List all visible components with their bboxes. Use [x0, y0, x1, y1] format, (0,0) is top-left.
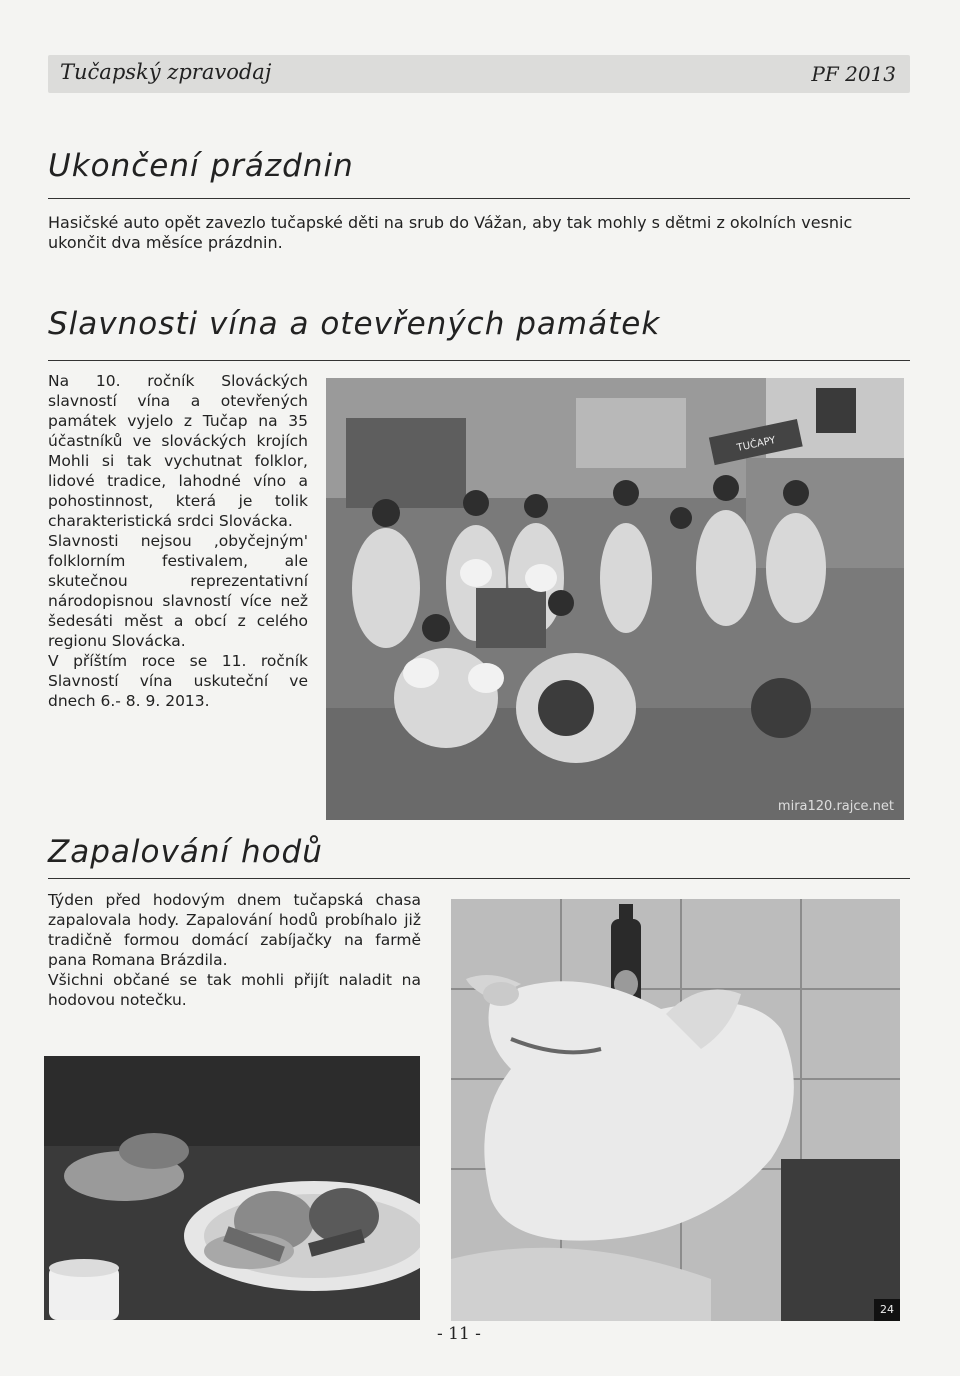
prazdniny-text: Hasičské auto opět zavezlo tučapské děti na srub do Vážan, aby tak mohly s dětmi z okolních vesnic ukončit dva měsíce prázdnin. [48, 213, 853, 252]
pig-head-photo [451, 899, 900, 1321]
banner-text: TUČAPY [736, 435, 777, 454]
section-title-slavnosti: Slavnosti vína a otevřených památek [48, 306, 661, 342]
section-title-prazdniny: Ukončení prázdnin [48, 148, 354, 184]
section-divider [48, 198, 910, 199]
section-divider [48, 878, 910, 879]
hody-text-1: Týden před hodovým dnem tučapská chasa zapalovala hody. Zapalování hodů probíhalo již tradičně formou domácí zabíjačky na farmě pana Romana Brázdila. [48, 891, 421, 969]
slavnosti-text-2: Slavnosti nejsou ,obyčejným' folklorním festivalem, ale skutečnou reprezentativní národopisnou slavností více než šedesáti měst a obcí z celého regionu Slovácka. [48, 532, 308, 650]
slavnosti-text-3: V příštím roce se 11. ročník Slavností vína uskuteční ve dnech 6.- 8. 9. 2013. [48, 652, 308, 710]
section-title-hody: Zapalování hodů [48, 834, 323, 870]
folklore-group-photo [326, 378, 904, 820]
photo-corner-badge: 24 [874, 1299, 900, 1321]
section-divider [48, 360, 910, 361]
newsletter-title: Tučapský zpravodaj [60, 60, 272, 84]
photo-watermark: mira120.rajce.net [777, 799, 894, 814]
issue-label: PF 2013 [811, 62, 896, 86]
hody-text-2: Všichni občané se tak mohli přijít naladit na hodovou notečku. [48, 971, 421, 1009]
page-number: - 11 - [437, 1324, 481, 1344]
slavnosti-text-column [48, 371, 308, 711]
slavnosti-text-1: Na 10. ročník Slováckých slavností vína a otevřených památek vyjelo z Tučap na 35 účastníků ve slováckých krojích Mohli si tak vychutnat folklor, lidové tradice, lahodné víno a pohostinnost, která je tolik charakteristická srdci Slovácka. [48, 372, 308, 530]
header-bar [48, 55, 910, 93]
hody-text-column [48, 890, 421, 1010]
food-plate-photo [44, 1056, 420, 1320]
